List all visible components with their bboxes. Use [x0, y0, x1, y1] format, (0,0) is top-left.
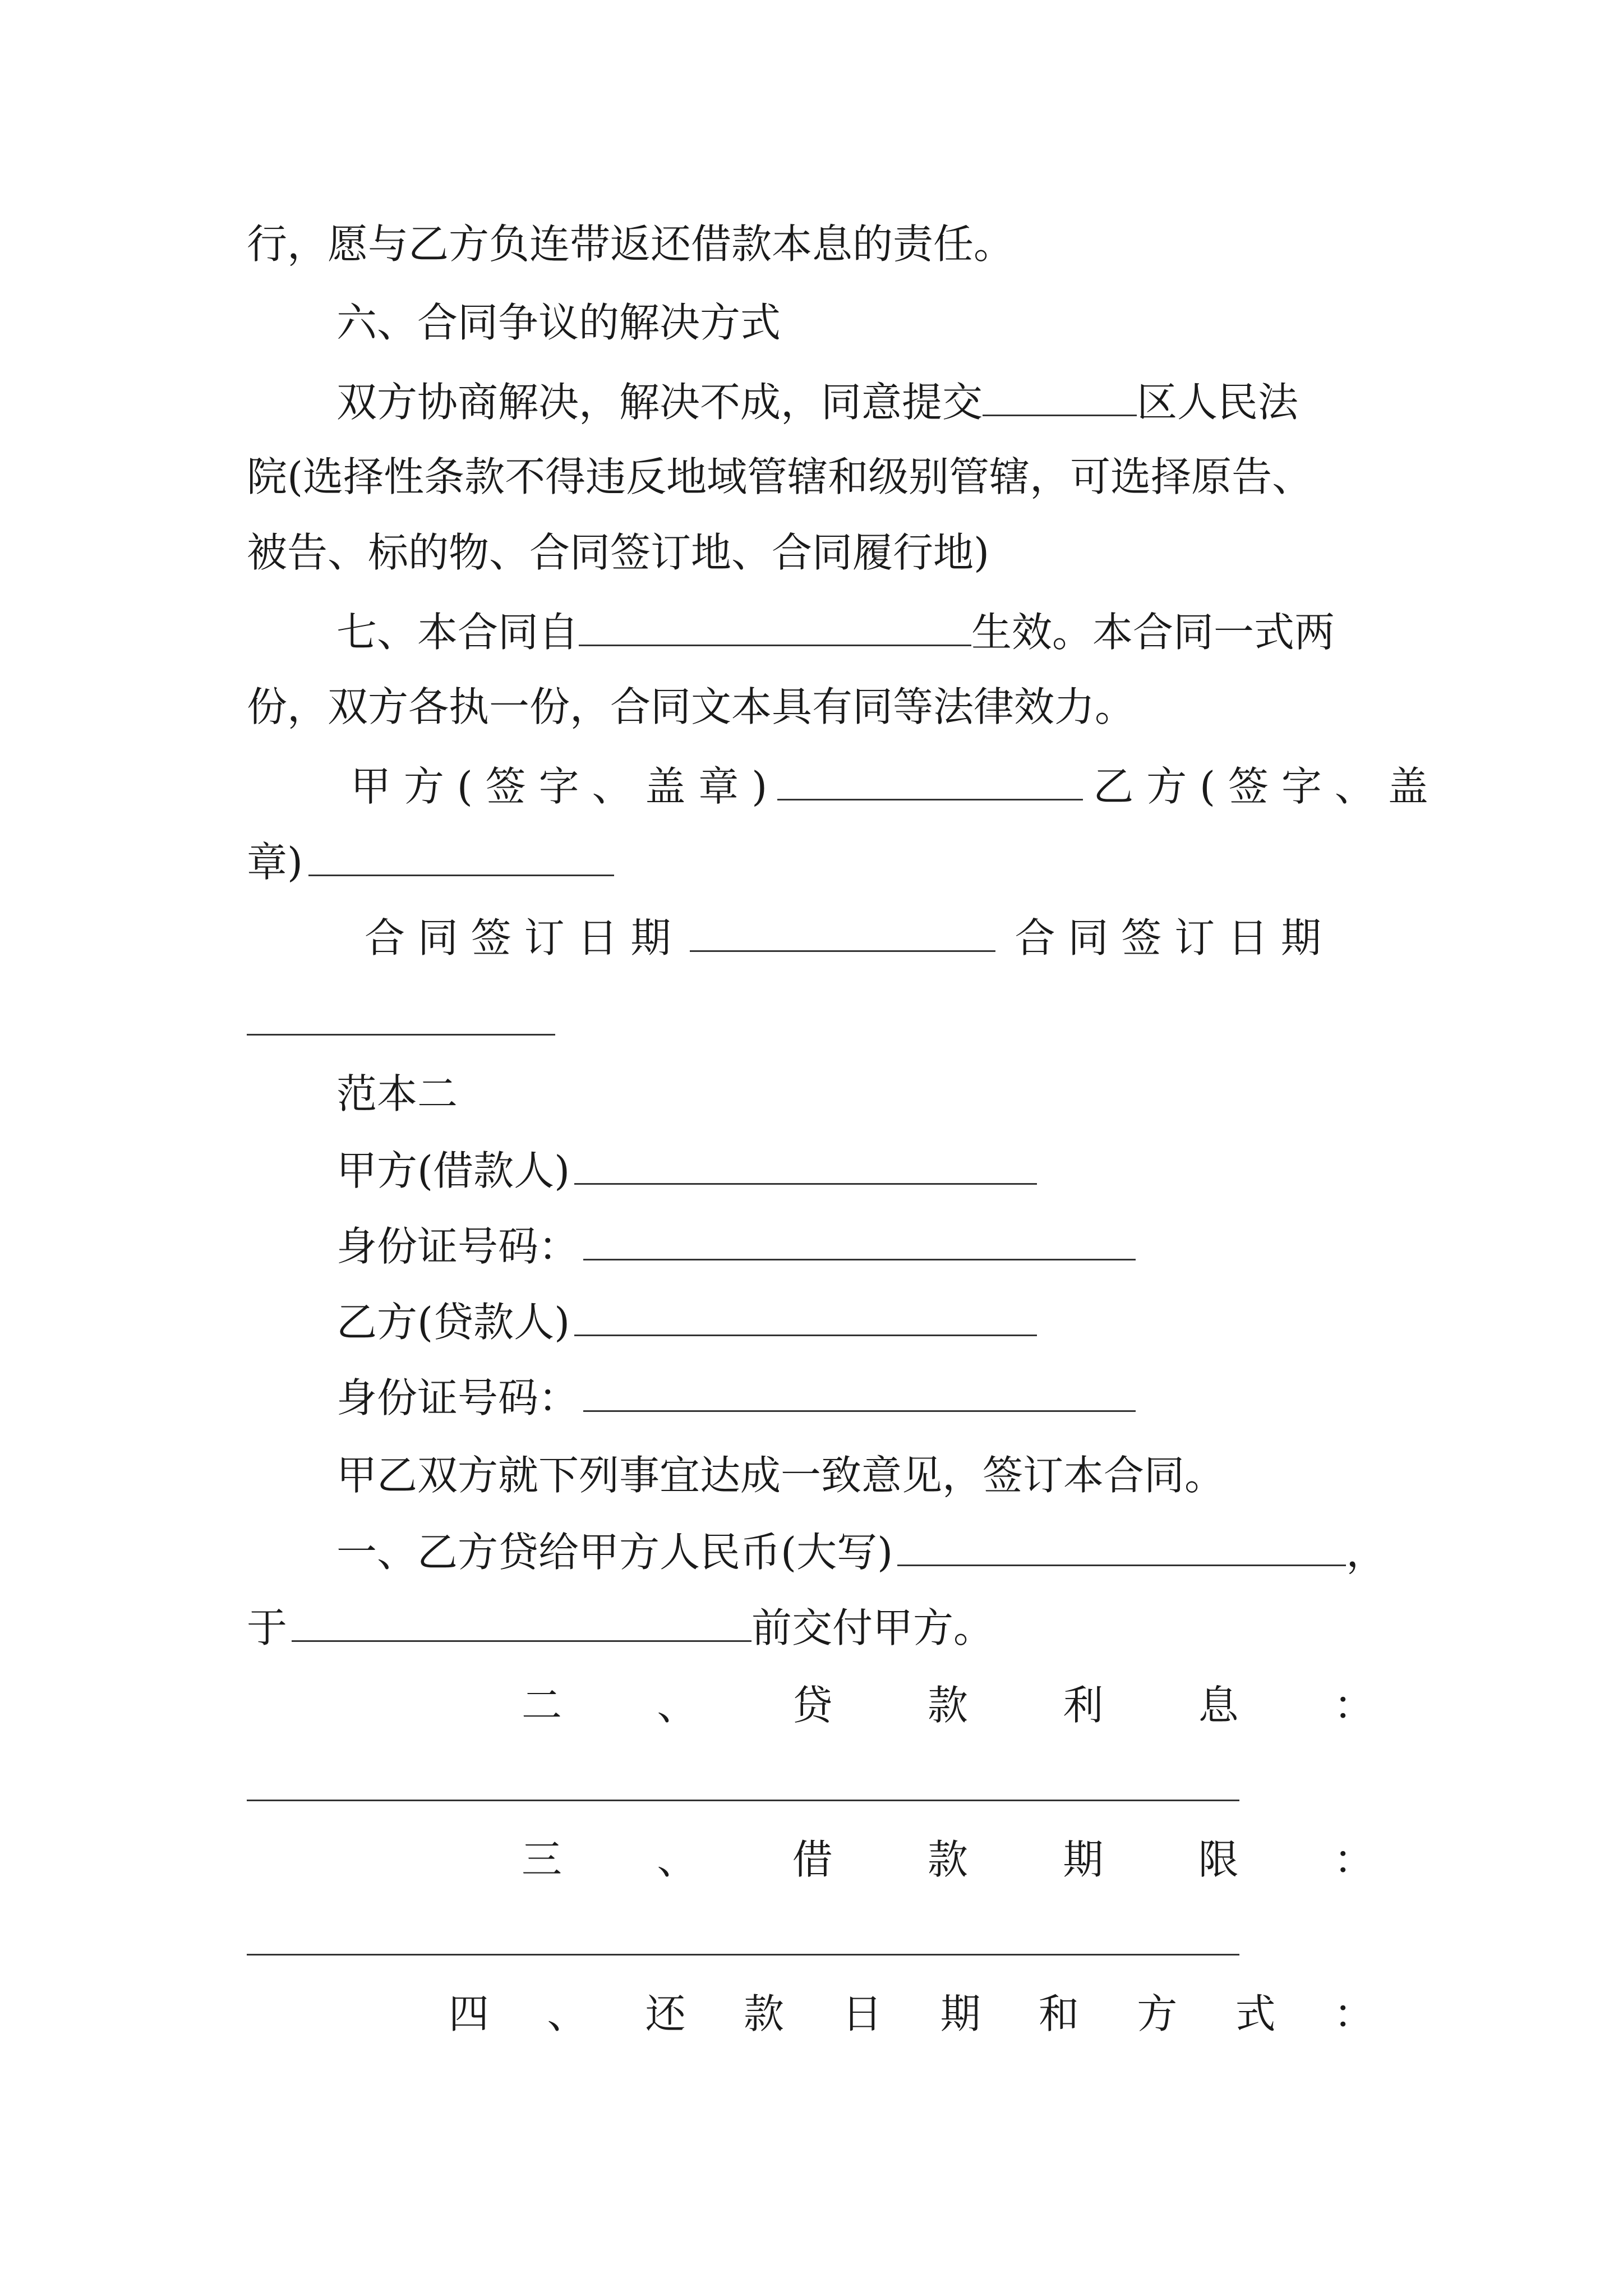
repay-char: 期 [940, 1990, 981, 2037]
paragraph-guarantee-end: 行，愿与乙方负连带返还借款本息的责任。 [247, 220, 1015, 268]
repay-char: 还 [645, 1990, 686, 2037]
borrower-blank [574, 1142, 1037, 1185]
repay-char: 方 [1137, 1990, 1178, 2037]
repay-char: 四 [449, 1990, 490, 2037]
term-char: 限 [1198, 1836, 1239, 1883]
signature-line [351, 757, 1428, 813]
dispute-clause-line-2: 院(选择性条款不得违反地域管辖和级别管辖，可选择原告、 [247, 453, 1313, 500]
party-b-sign-label-end: 章) [247, 839, 303, 886]
term-char: 期 [1063, 1836, 1104, 1883]
interest-char: 利 [1063, 1682, 1104, 1729]
lender-id-line [336, 1369, 1136, 1425]
term-char: 三 [522, 1836, 562, 1883]
repayment-heading [449, 1986, 1374, 2042]
party-b-sign-label: 乙 方 ( 签 字 、 盖 [1093, 763, 1428, 810]
court-blank [983, 373, 1137, 416]
party-b-date-blank [247, 1034, 555, 1036]
repay-char: ： [1333, 1990, 1374, 2037]
dispute-text: 双方协商解决，解决不成，同意提交 [336, 379, 983, 426]
effective-text: 七、本合同自 [336, 609, 579, 656]
signature-line-2 [247, 833, 614, 889]
delivery-line [247, 1599, 994, 1655]
delivery-date-blank [292, 1599, 751, 1642]
lender-line [336, 1293, 1037, 1349]
interest-char: 息 [1198, 1682, 1239, 1729]
repay-char: 式 [1235, 1990, 1276, 2037]
party-b-sign-blank [308, 833, 614, 876]
delivery-prefix: 于 [247, 1604, 288, 1651]
interest-char: 贷 [792, 1682, 833, 1729]
term-char: ： [1333, 1836, 1374, 1883]
dispute-clause-line-3: 被告、标的物、合同签订地、合同履行地) [247, 529, 990, 576]
effective-text-2: 生效。本合同一式两 [971, 609, 1335, 656]
term-blank [247, 1954, 1239, 1955]
effective-clause-line-1 [336, 603, 1335, 659]
loan-amount-comma: ， [1346, 1529, 1387, 1576]
party-a-date-label: 合 同 签 订 日 期 [365, 914, 671, 961]
lender-blank [574, 1293, 1037, 1336]
borrower-id-blank [583, 1217, 1136, 1260]
lender-id-blank [583, 1369, 1136, 1412]
interest-heading [522, 1677, 1374, 1733]
interest-char: 款 [927, 1682, 968, 1729]
effective-date-blank [579, 603, 971, 646]
dispute-court-text: 区人民法 [1137, 379, 1299, 426]
party-a-sign-blank [777, 757, 1083, 800]
loan-amount-label: 一、乙方贷给甲方人民币(大写) [336, 1529, 893, 1576]
party-b-date-label: 合 同 签 订 日 期 [1015, 914, 1321, 961]
agreement-intro: 甲乙双方就下列事宜达成一致意见，签订本合同。 [336, 1452, 1225, 1499]
sign-date-line [365, 909, 1321, 965]
party-a-date-blank [690, 909, 995, 952]
section-6-heading: 六、合同争议的解决方式 [336, 299, 781, 346]
term-char: 、 [657, 1836, 698, 1883]
borrower-id-line [336, 1217, 1136, 1273]
loan-amount-blank [897, 1523, 1346, 1566]
repay-char: 和 [1038, 1990, 1079, 2037]
repay-char: 、 [547, 1990, 588, 2037]
term-char: 款 [927, 1836, 968, 1883]
template-2-heading: 范本二 [336, 1070, 458, 1117]
interest-char: 、 [657, 1682, 698, 1729]
dispute-clause-line-1 [336, 373, 1298, 429]
lender-label: 乙方(贷款人) [336, 1299, 570, 1346]
term-heading [522, 1832, 1374, 1888]
interest-blank [247, 1800, 1239, 1801]
repay-char: 日 [842, 1990, 883, 2037]
lender-id-label: 身份证号码： [336, 1374, 579, 1421]
borrower-line [336, 1142, 1037, 1198]
term-char: 借 [792, 1836, 833, 1883]
effective-clause-line-2: 份，双方各执一份，合同文本具有同等法律效力。 [247, 683, 1136, 730]
borrower-label: 甲方(借款人) [336, 1147, 570, 1194]
repay-char: 款 [743, 1990, 784, 2037]
loan-amount-line [336, 1523, 1386, 1579]
interest-char: 二 [522, 1682, 562, 1729]
borrower-id-label: 身份证号码： [336, 1223, 579, 1270]
interest-char: ： [1333, 1682, 1374, 1729]
party-a-sign-label: 甲 方 ( 签 字 、 盖 章 ) [351, 763, 768, 810]
delivery-suffix: 前交付甲方。 [751, 1604, 994, 1651]
